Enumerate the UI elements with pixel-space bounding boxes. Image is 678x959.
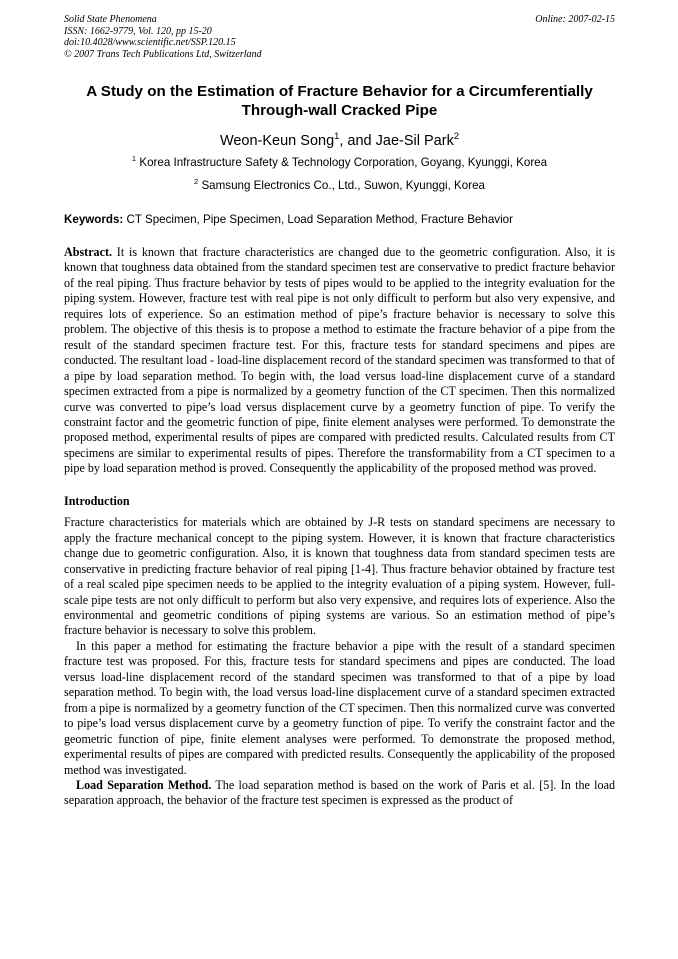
introduction-body [64,515,615,809]
journal-header [64,14,615,60]
keywords-text: CT Specimen, Pipe Specimen, Load Separation Method, Fracture Behavior [123,213,513,226]
author-2: Jae-Sil Park [375,133,454,149]
abstract-label: Abstract. [64,245,113,259]
author-line [64,132,615,150]
keywords [64,213,615,227]
keywords-label: Keywords: [64,213,124,226]
journal-name: Solid State Phenomena [64,14,157,25]
affiliation-1-marker: 1 [131,154,137,164]
affiliation-1-text: Korea Infrastructure Safety & Technology Corporation, Goyang, Kyunggi, Korea [139,156,548,169]
author-1-affil: 1 [334,130,340,142]
intro-paragraph-3-text: The load separation method is based on the work of Paris et al. [5]. In the load separation approach, the behavior of the fracture test specimen is expressed as the product of [64,777,615,808]
intro-paragraph-2: In this paper a method for estimating the fracture behavior a pipe with the result of a standard specimen fracture test was proposed. For this, fracture tests for standard specimens and pipes are conducted. The load versus load-line displacement record of the standard specimen was transformed to that of a pipe by load separation method. To begin with, the load versus load-line displacement curve of a standard specimen extracted from a pipe is normalized by a geometry function of the CT specimen. Then this normalized curve was converted to pipe’s load versus displacement curve by a geometry function of pipe. To verify the constraint factor and the geometric function of pipe, finite element analyses were performed. To demonstrate the proposed method, experimental results of pipes are compared with predicted results. Consequently the applicability of the proposed method was investigated. [64,638,615,777]
paper-page [64,14,615,809]
abstract-text: It is known that fracture characteristics are changed due to the geometric configuration. Also, it is known that toughness data obtained from the standard specimen test are conservative to predict fracture behavior of the real piping. Thus fracture behavior by tests of pipes would to be applied to the integrity evaluation for the piping system. However, fracture test with real pipe is not only difficult to perform but also very expensive, and requires lots of experience. So an estimation method of pipe’s fracture behavior is necessary to solve this problem. The objective of this thesis is to propose a method to estimate the fracture behavior of a pipe from the result of the standard specimen fracture test. For this, fracture tests for standard specimens and pipes are conducted. The resultant load - load-line displacement record of the standard specimen was transformed to that of a pipe by load separation method. To begin with, the load versus load-line displacement curve of a standard specimen extracted from a pipe is normalized by a geometry function of the CT specimen. Then this normalized curve was converted to pipe’s load versus displacement curve by a geometry function of pipe. To verify the constraint factor and the geometric function of pipe, finite element analyses were performed. To demonstrate the proposed method, experimental results of pipes are compared with predicted results. Calculated results from CT specimens are similar to experimental results of pipes. Therefore the transformability from a CT specimen to a pipe by load separation method is proved. Consequently the applicability of the proposed method was proved. [64,245,615,476]
journal-issn: ISSN: 1662-9779, Vol. 120, pp 15-20 [64,25,212,37]
affiliation-2 [64,179,615,193]
author-separator: , and [339,133,376,149]
affiliation-2-text: Samsung Electronics Co., Ltd., Suwon, Kyunggi, Korea [201,179,485,192]
abstract [64,245,615,477]
introduction-heading: Introduction [64,493,130,508]
author-1: Weon-Keun Song [219,133,335,149]
intro-paragraph-1: Fracture characteristics for materials which are obtained by J-R tests on standard specimens are necessary to apply the fracture mechanical concept to the piping system. However, it is known that fracture characteristics change due to geometric configuration. Also, it is known that toughness data from standard specimen tests are conservative in predicting fracture behavior of real piping [1-4]. Thus fracture behavior obtained by fracture test of a real scaled pipe specimen needs to be applied to the integrity evaluation of a piping system. However, full-scale pipe tests are not only difficult to perform but also very expensive, and requires lots of experience. Also the environmental and geometric conditions of piping systems are various. So an estimation method of pipe’s fracture behavior is necessary to solve this problem. [64,515,615,638]
author-2-affil: 2 [453,130,460,142]
load-separation-heading: Load Separation Method. [76,777,212,792]
online-date: Online: 2007-02-15 [535,14,615,25]
intro-paragraph-3 [64,778,615,809]
affiliation-2-marker: 2 [194,177,199,187]
paper-title: A Study on the Estimation of Fracture Behavior for a Circumferentially Through-wall Cracked Pipe [86,83,593,119]
journal-doi: doi:10.4028/www.scientific.net/SSP.120.15 [64,37,236,48]
journal-copyright: © 2007 Trans Tech Publications Ltd, Switzerland [64,48,262,60]
affiliation-1 [64,156,615,170]
